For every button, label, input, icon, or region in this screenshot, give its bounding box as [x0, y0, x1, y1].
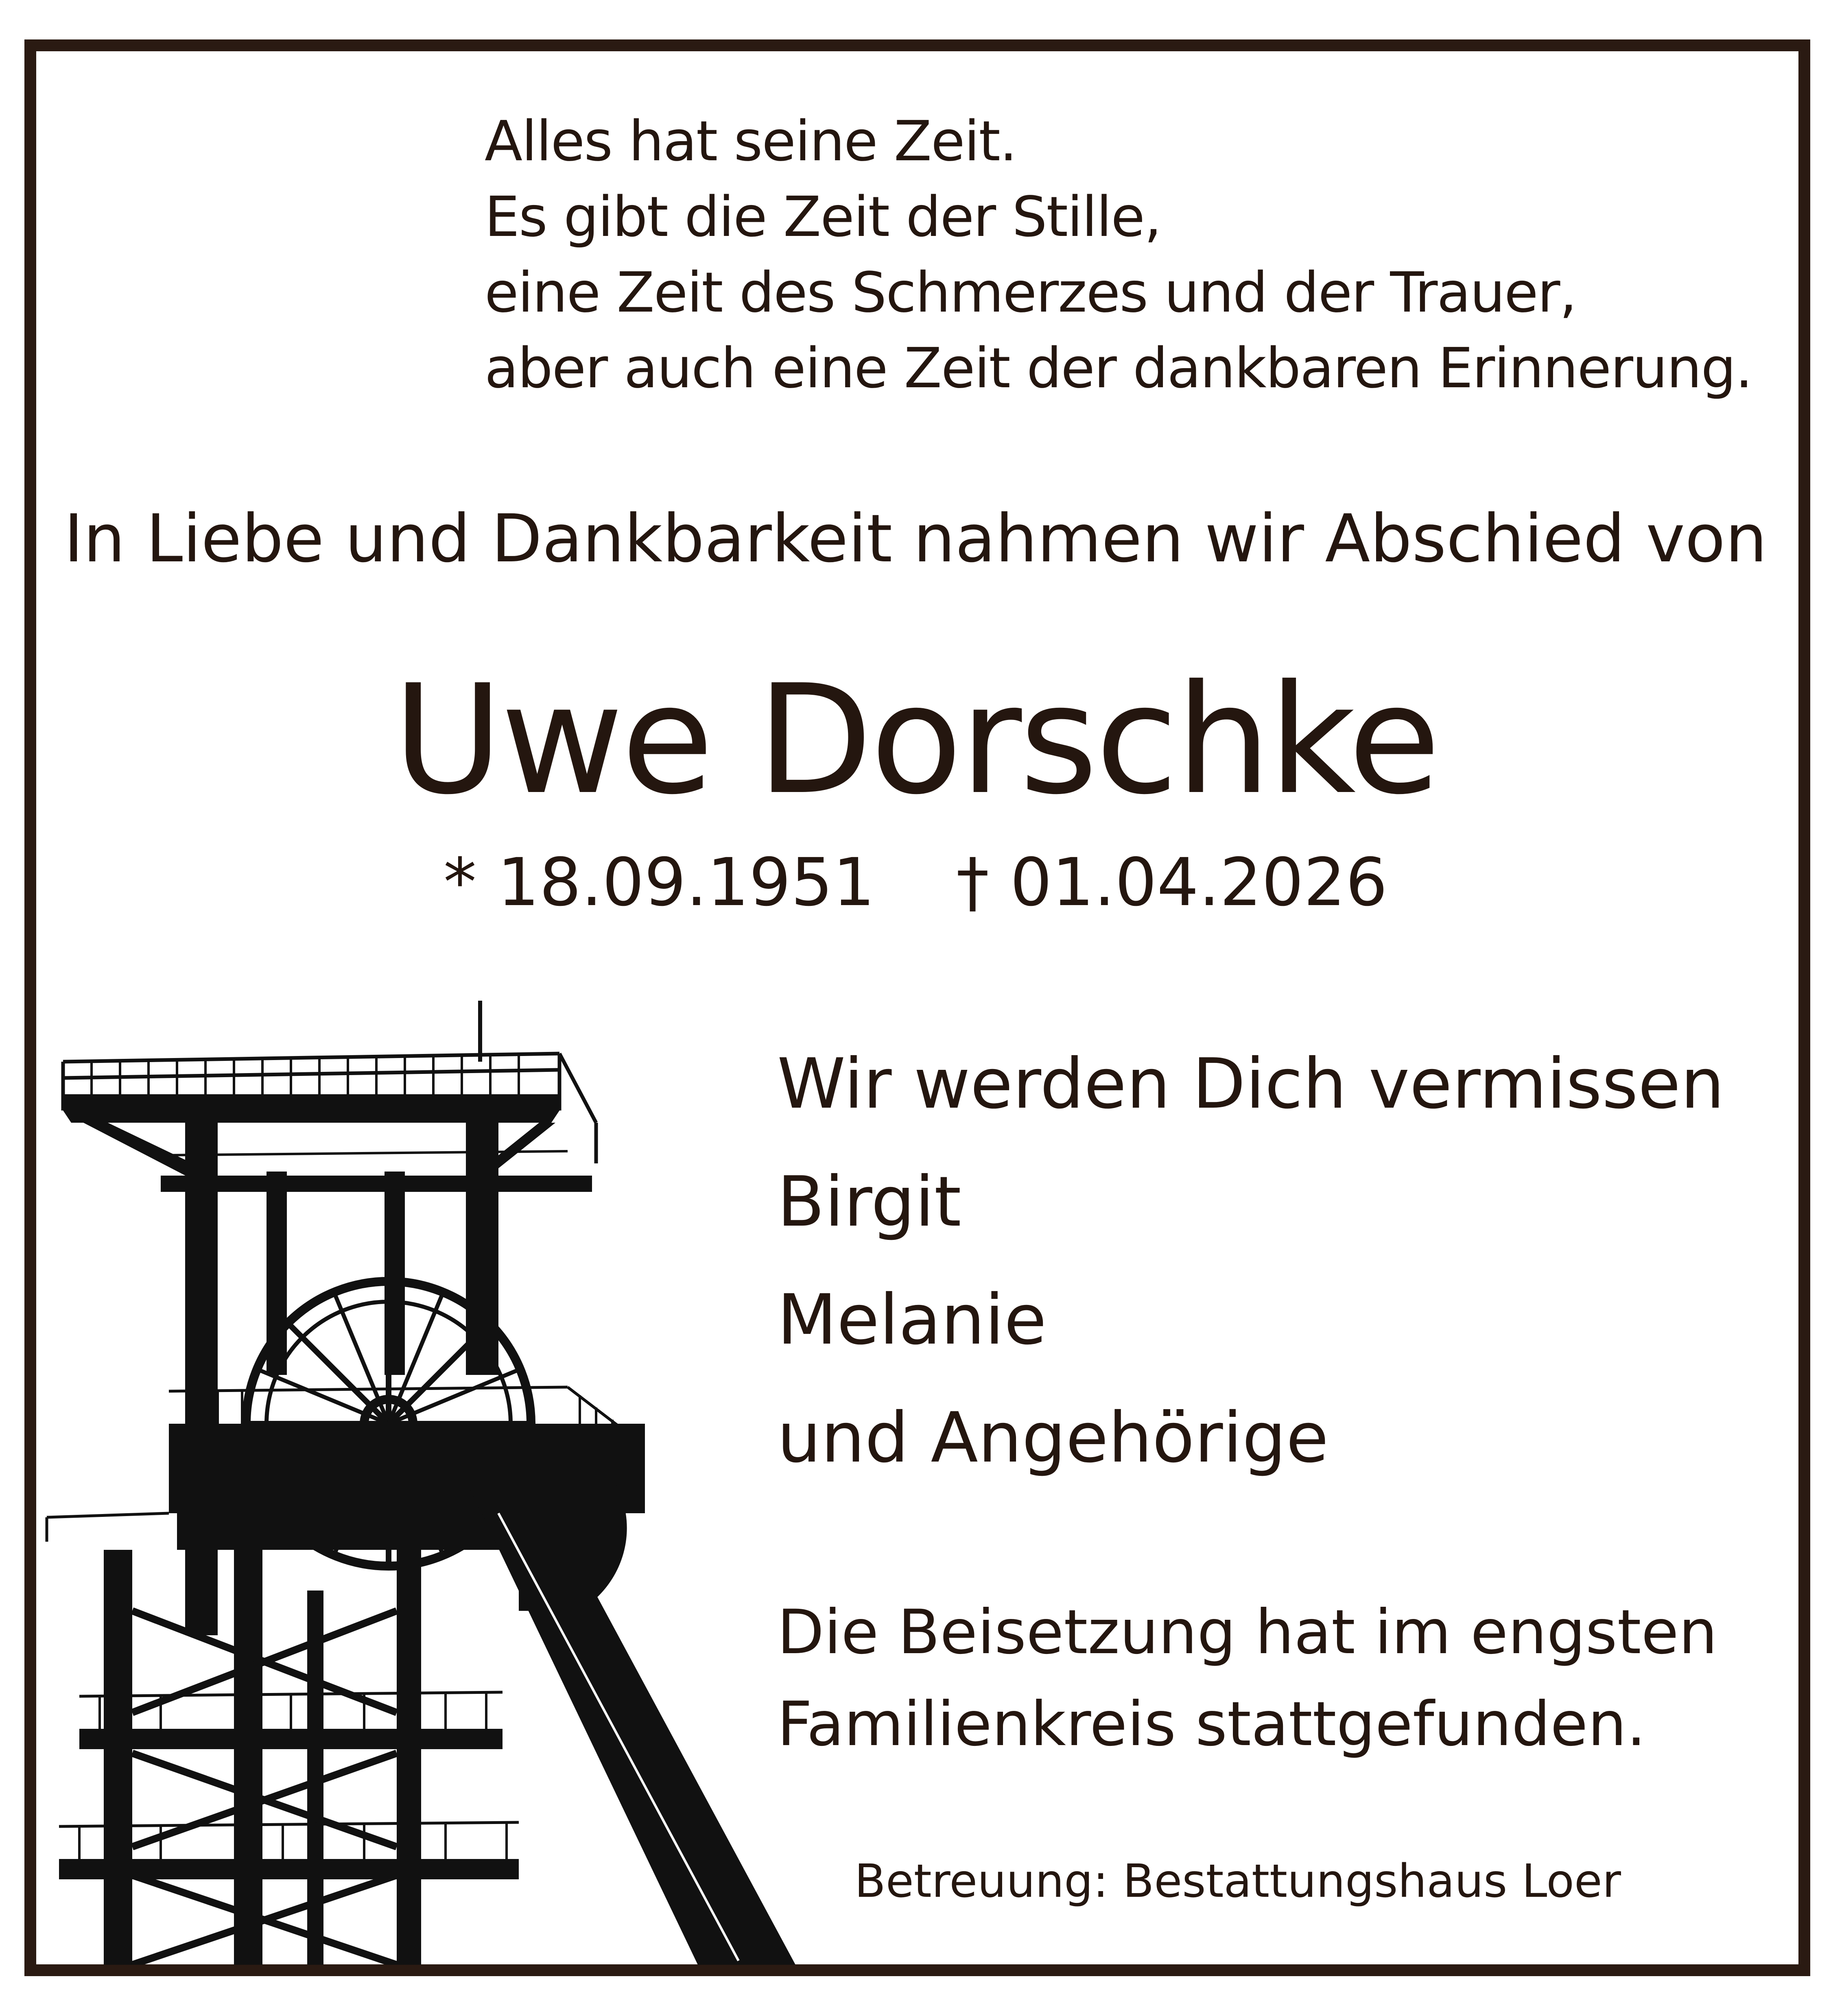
family-line: Wir werden Dich vermissen [777, 1044, 1725, 1124]
motto-line: eine Zeit des Schmerzes und der Trauer, [485, 261, 1576, 325]
burial-line: Die Beisetzung hat im engsten [777, 1597, 1717, 1668]
family-line: Birgit [777, 1162, 961, 1242]
motto-line: Es gibt die Zeit der Stille, [485, 185, 1161, 249]
family-signatures [777, 1025, 1724, 1497]
motto-line: aber auch eine Zeit der dankbaren Erinnerung. [485, 336, 1752, 401]
family-line: Melanie [777, 1280, 1047, 1360]
burial-line: Familienkreis stattgefunden. [777, 1689, 1646, 1760]
burial-notice [777, 1586, 1717, 1770]
intro-text: In Liebe und Dankbarkeit nahmen wir Abschied von [64, 501, 1767, 577]
death-date: † 01.04.2026 [956, 844, 1388, 921]
birth-date: * 18.09.1951 [443, 844, 875, 921]
life-dates [0, 842, 1831, 923]
family-line: und Angehörige [777, 1398, 1329, 1478]
deceased-name: Uwe Dorschke [393, 653, 1438, 828]
headframe-icon [39, 1001, 795, 1965]
motto-line: Alles hat seine Zeit. [485, 109, 1017, 174]
motto [485, 104, 1752, 406]
funeral-home-credit: Betreuung: Bestattungshaus Loer [854, 1855, 1621, 1908]
